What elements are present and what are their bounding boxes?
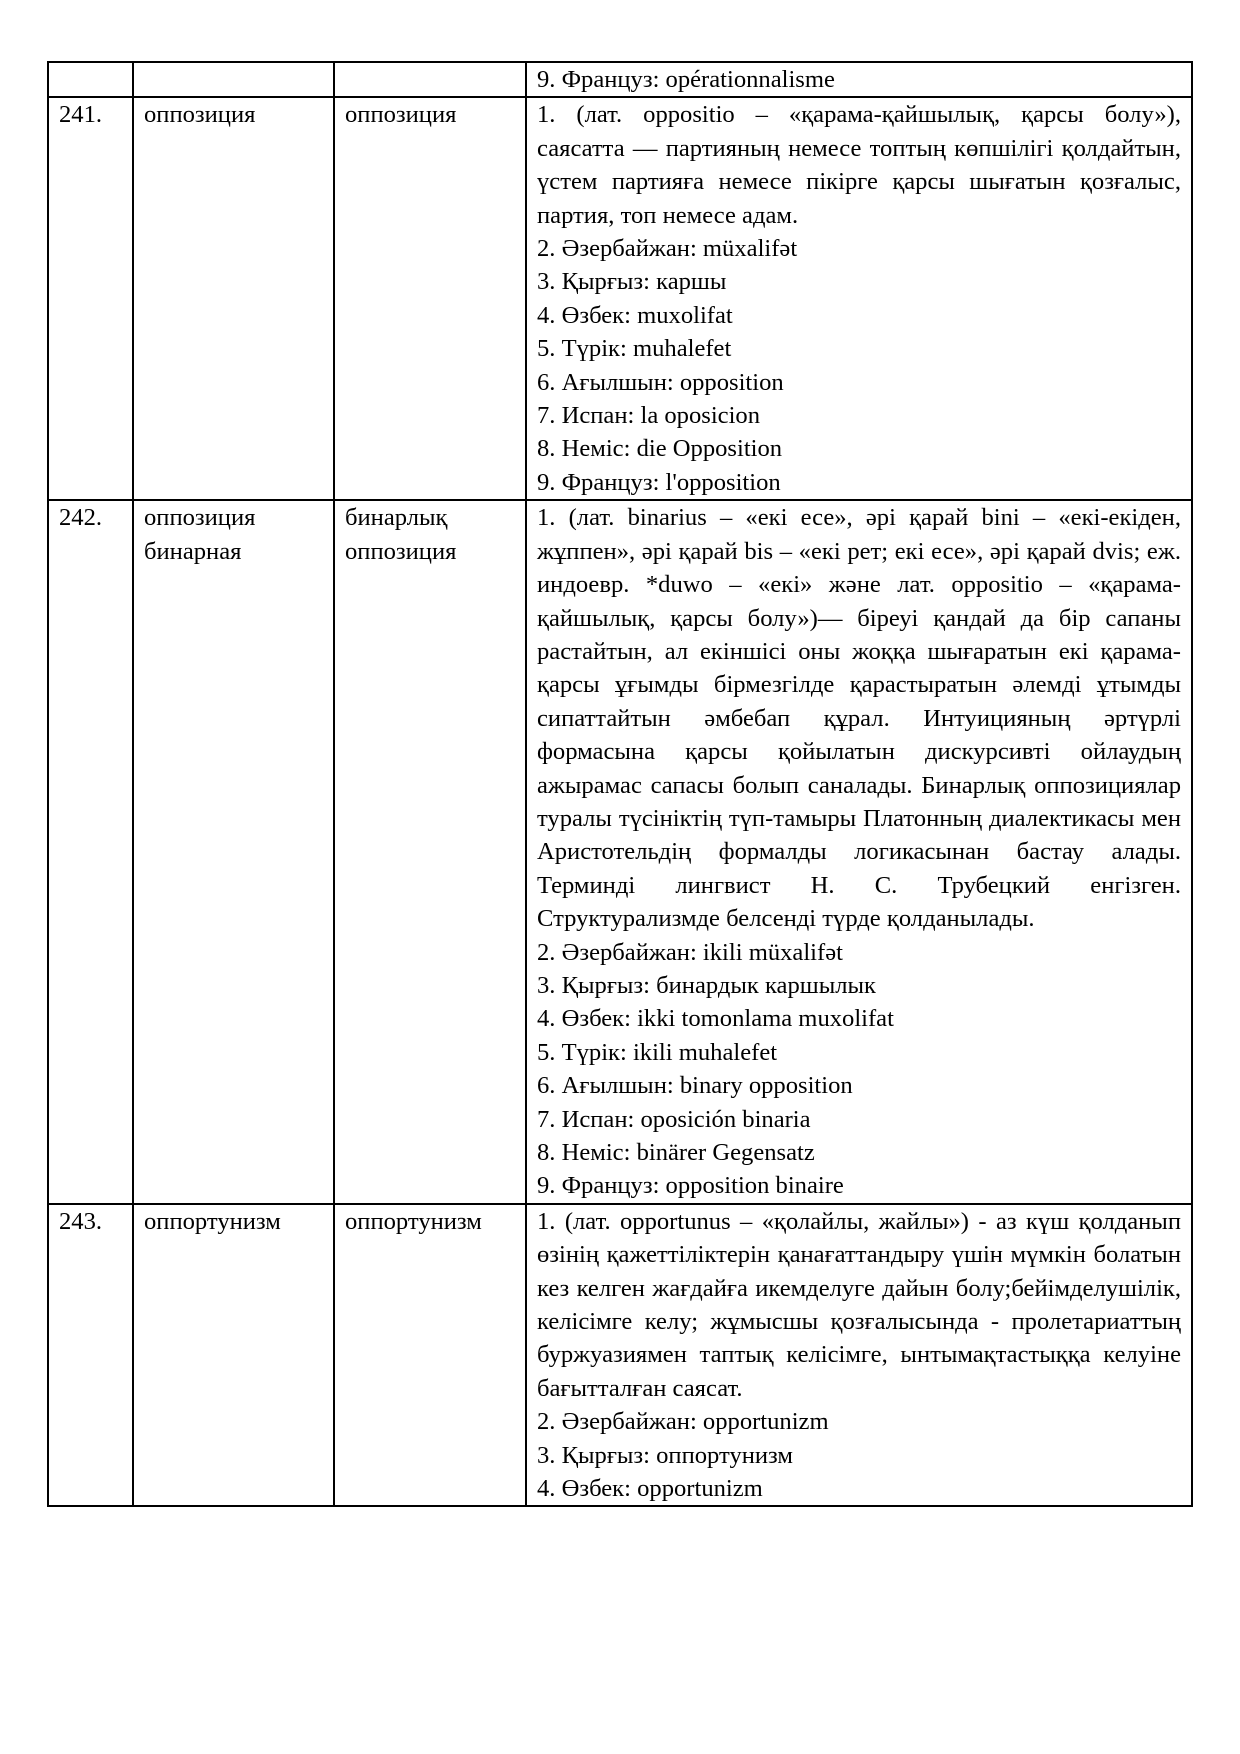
table-row — [48, 97, 1192, 500]
translation-line: 4. Өзбек: muxolifat — [537, 301, 733, 329]
definition-text: 1. (лат. binarius – «екі есе», әрі қарай bini – «екі-екіден, жұппен», әрі қарай bis – «екі рет; екі есе», әрі қарай dvis; еж. индоевр. *duwo – «екі» және лат. oppositio – «қарама-қайшылық, қарсы болу»)— біреуі қандай да бір сапаны растайтын, ал екіншісі оны жоққа шығаратын екі қарама-қарсы ұғымды бірмезгілде қарастыратын әлемді ұтымды сипаттайтын әмбебап құрал. Интуицияның әртүрлі формасына қарсы қойылатын дискурсивті ойлаудың ажырамас сапасы болып саналады. Бинарлық оппозициялар туралы түсініктің түп-тамыры Платонның диалектикасы мен Аристотельдің формалды логикасынан бастау алады. Терминді лингвист Н. С. Трубецкий енгізген. Структурализмде белсенді түрде қолданылады. — [537, 504, 1181, 933]
glossary-page — [47, 61, 1191, 1507]
table-row — [48, 500, 1192, 1204]
definition-text: 1. (лат. opportunus – «қолайлы, жайлы») - аз күш қолданып өзінің қажеттіліктерін қанағаттандыру үшін мүмкін болатын кез келген жағдайға икемделуге дайын болу;бейімделушілік, келісімге келу; жұмысшы қозғалысында - пролетариаттың буржуазиямен таптық келісімге, ынтымақтастыққа келуіне бағытталған саясат. — [537, 1207, 1181, 1402]
translation-line: 9. Француз: opérationnalisme — [537, 66, 835, 93]
definition-cell — [526, 1204, 1192, 1507]
table-row — [48, 62, 1192, 97]
kazakh-term: оппортунизм — [334, 1204, 526, 1507]
russian-term: оппортунизм — [133, 1204, 334, 1507]
definition-cell — [526, 97, 1192, 500]
translation-line: 4. Өзбек: opportunizm — [537, 1475, 763, 1503]
definition-text: 1. (лат. oppositio – «қарама-қайшылық, қарсы болу»), саясатта — партияның немесе топтың көпшілігі қолдайтын, үстем партияға немесе пікірге қарсы шығатын қозғалыс, партия, топ немесе адам. — [537, 101, 1181, 229]
translation-line: 2. Әзербайжан: ikili müxalifət — [537, 938, 843, 966]
translation-line: 8. Неміс: die Opposition — [537, 435, 783, 463]
translation-line: 8. Неміс: binärer Gegensatz — [537, 1139, 815, 1166]
translation-line: 3. Қырғыз: каршы — [537, 268, 727, 296]
row-number: 242. — [48, 500, 133, 1204]
translation-line: 5. Түрік: muhalefet — [537, 335, 732, 363]
row-number — [48, 62, 133, 97]
glossary-rows — [48, 62, 1192, 1506]
kazakh-term — [334, 62, 526, 97]
glossary-table — [47, 61, 1193, 1507]
row-number: 243. — [48, 1204, 133, 1507]
kazakh-term: оппозиция — [334, 97, 526, 500]
translation-line: 6. Ағылшын: binary opposition — [537, 1072, 853, 1100]
russian-term — [133, 62, 334, 97]
row-number: 241. — [48, 97, 133, 500]
table-row — [48, 1204, 1192, 1507]
translation-line: 3. Қырғыз: бинардык каршылык — [537, 971, 876, 999]
translation-line: 2. Әзербайжан: müxalifət — [537, 235, 798, 263]
definition-cell — [526, 500, 1192, 1204]
kazakh-term: бинарлық оппозиция — [334, 500, 526, 1204]
russian-term: оппозиция — [133, 97, 334, 500]
translation-line: 4. Өзбек: ikki tomonlama muxolifat — [537, 1005, 894, 1033]
translation-line: 7. Испан: la oposicion — [537, 402, 761, 430]
translation-line: 3. Қырғыз: оппортунизм — [537, 1441, 793, 1469]
translation-line: 5. Түрік: ikili muhalefet — [537, 1038, 778, 1066]
translation-line: 2. Әзербайжан: opportunizm — [537, 1408, 829, 1436]
definition-cell — [526, 62, 1192, 97]
russian-term: оппозиция бинарная — [133, 500, 334, 1204]
translation-line: 6. Ағылшын: opposition — [537, 368, 784, 396]
translation-line: 7. Испан: oposición binaria — [537, 1105, 811, 1133]
translation-line: 9. Француз: opposition binaire — [537, 1172, 844, 1200]
translation-line: 9. Француз: l'opposition — [537, 468, 781, 496]
